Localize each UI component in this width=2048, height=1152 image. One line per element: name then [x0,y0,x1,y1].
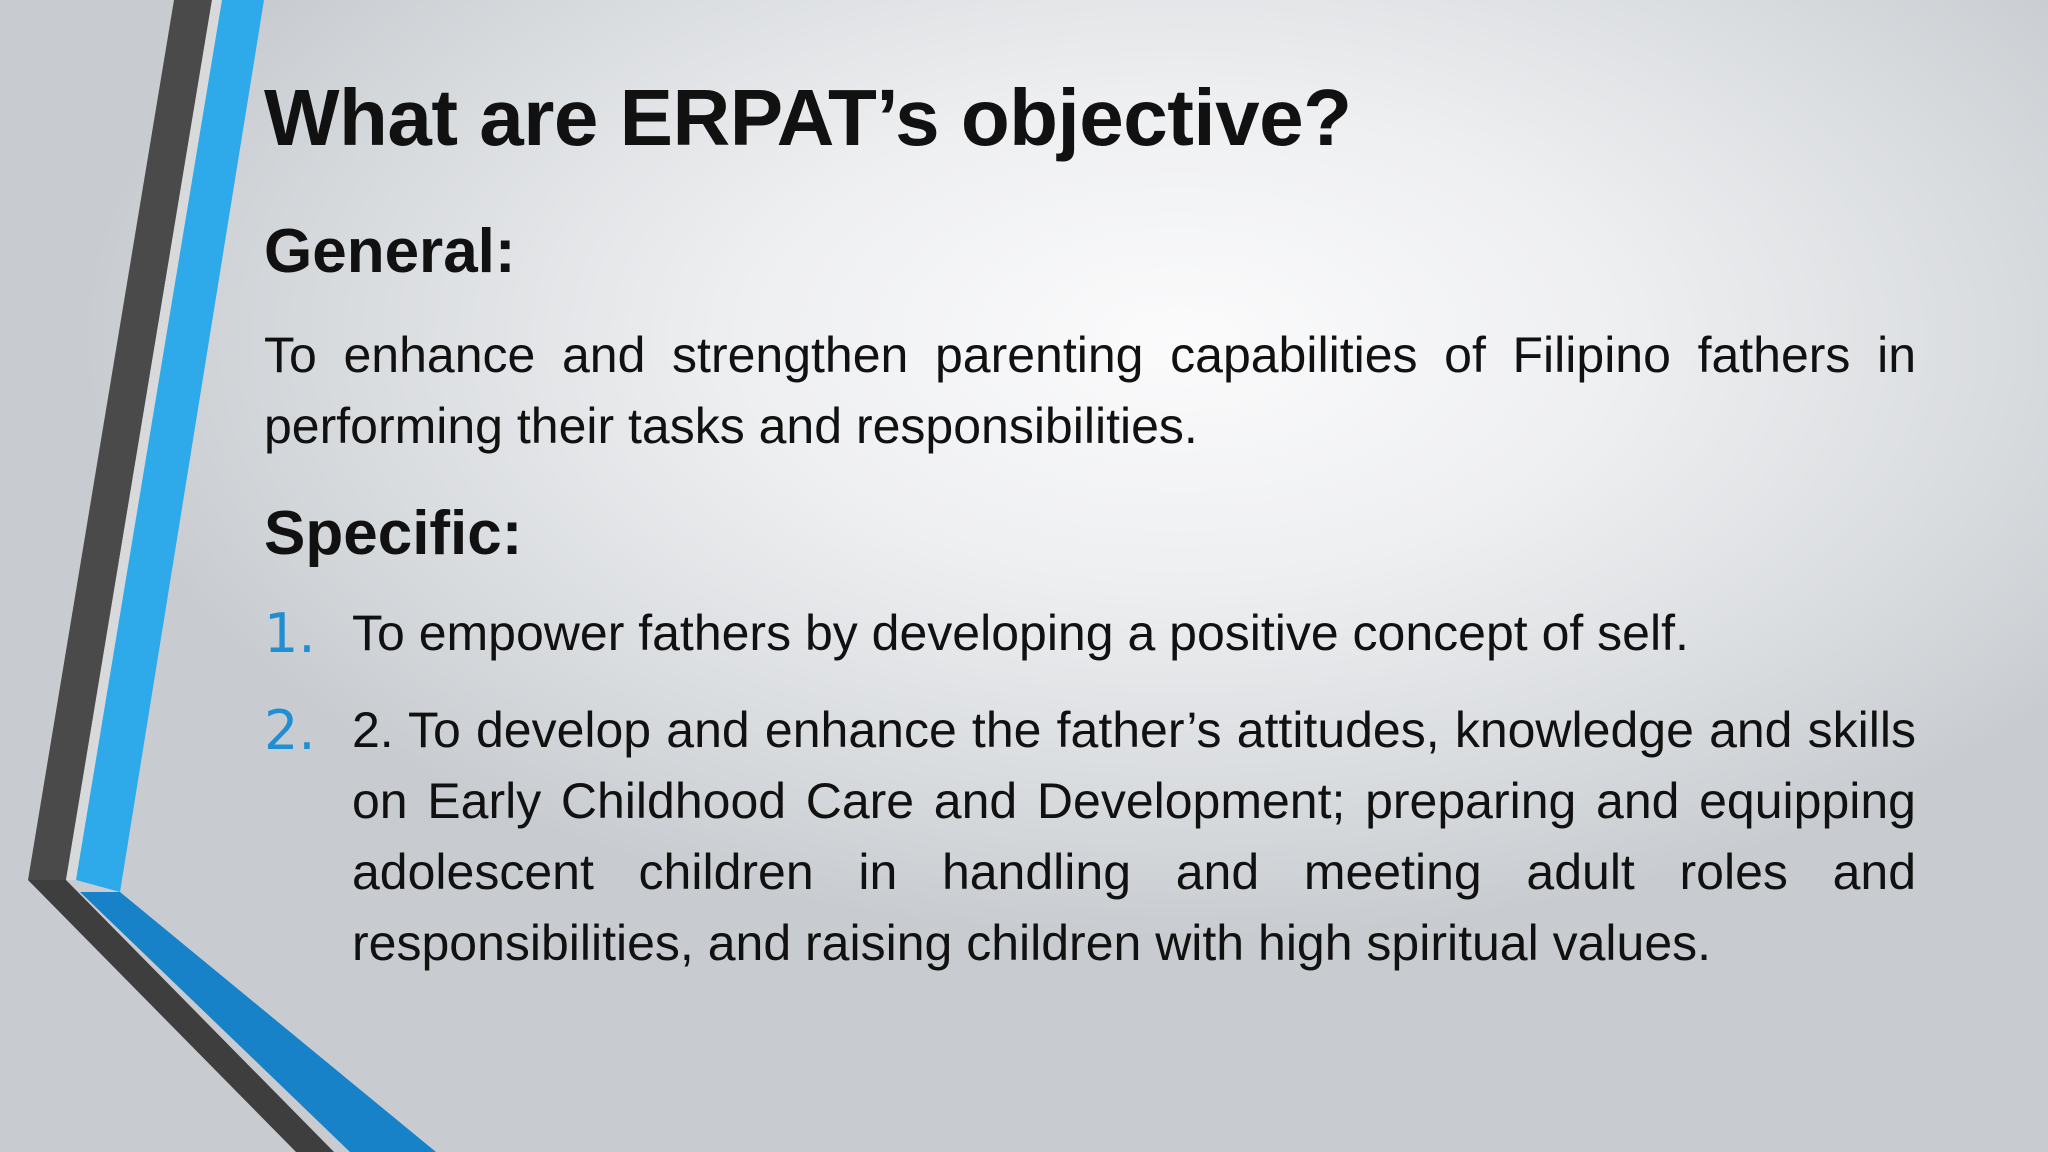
light-gray-stripe-gap [66,0,222,880]
list-item [264,695,1916,979]
list-item [264,598,1916,669]
general-objective-text: To enhance and strengthen parenting capabilities of Filipino fathers in performing their tasks and responsibilities. [264,327,1916,454]
slide-title: What are ERPAT’s objective? [264,73,1352,162]
general-heading: General: [264,217,516,286]
specific-objectives-list [264,598,1916,1005]
list-number: 2. [264,699,316,762]
list-number: 1. [264,602,316,665]
list-item-text: 2. To develop and enhance the father’s attitudes, knowledge and skills on Early Childhood Care and Development; preparing and equipping adolescent children in handling and meeting adult roles and responsibilities, and raising children with high spiritual values. [352,702,1916,971]
specific-heading: Specific: [264,499,523,568]
list-item-text: To empower fathers by developing a positive concept of self. [352,605,1689,661]
